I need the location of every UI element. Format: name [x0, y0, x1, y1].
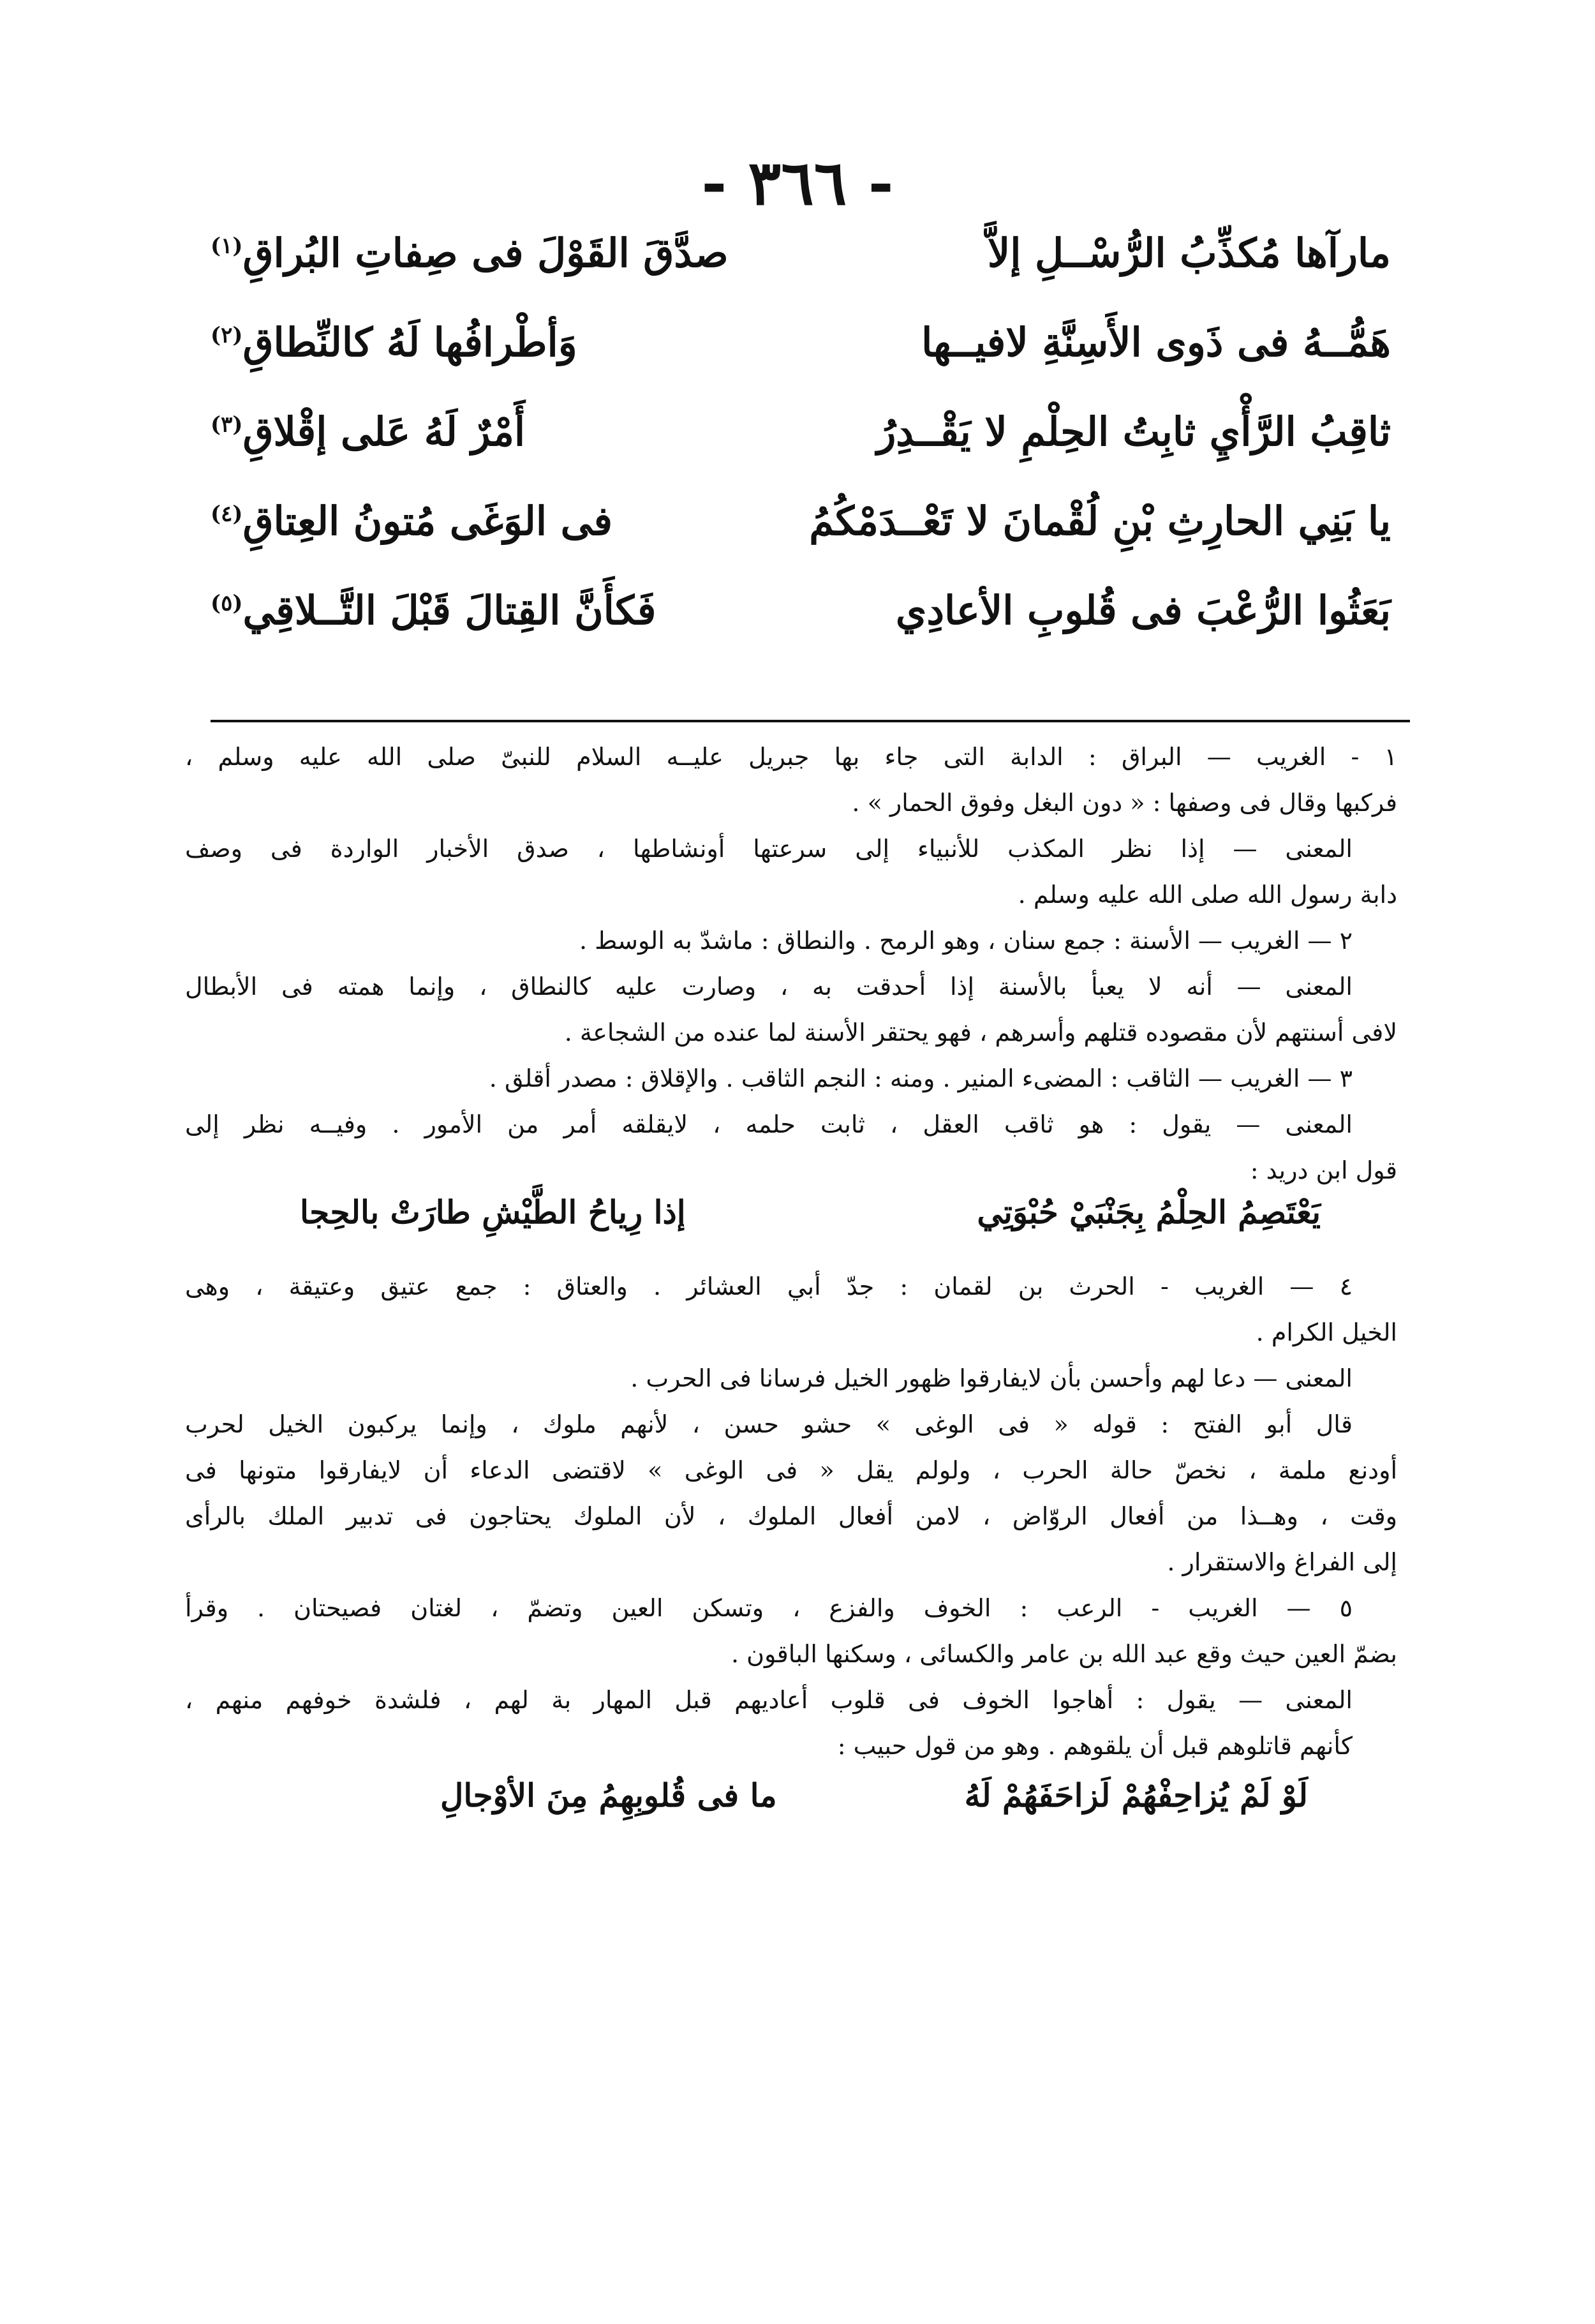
- footnote-line: لافى أسنتهم لأن مقصوده قتلهم وأسرهم ، فهو يحتقر الأسنة لما عنده من الشجاعة .: [564, 1018, 1397, 1047]
- verse-second-hemistich-wrap: [211, 587, 656, 634]
- verse-first-hemistich: مارآها مُكذِّبُ الرُّسْــلِ إلاَّ: [987, 230, 1391, 276]
- quoted-verse-first-hemistich: يَعْتَصِمُ الحِلْمُ بِجَنْبَيْ حُبْوَتِي: [977, 1193, 1321, 1231]
- footnotes-part-1: [185, 734, 1397, 1193]
- footnote-line: قول ابن دريد :: [1250, 1156, 1397, 1184]
- quoted-verse-second-hemistich: ما فى قُلوبِهِمُ مِنَ الأوْجالِ: [440, 1777, 777, 1814]
- footnote-line: أودنع ملمة ، نخصّ حالة الحرب ، ولولم يقل « فى الوغى » لاقتضى الدعاء أن لايفارقوا متونها فى: [185, 1456, 1397, 1484]
- footnote-line: الخيل الكرام .: [1256, 1318, 1397, 1346]
- verse-line: [211, 498, 1391, 587]
- verse-second-hemistich: صدَّقَ القَوْلَ فى صِفاتِ البُراقِ: [242, 230, 729, 276]
- verse-second-hemistich-wrap: [211, 408, 525, 455]
- verse-first-hemistich: ثاقِبُ الرَّأْيِ ثابِتُ الحِلْمِ لا يَقْــدِرُ: [877, 408, 1391, 455]
- footnotes-part-2: [185, 1263, 1397, 1769]
- footnote-reference: (٤): [211, 501, 243, 527]
- verse-second-hemistich: أَمْرٌ لَهُ عَلى إقْلاقِ: [242, 408, 526, 455]
- footnote-reference: (٢): [211, 322, 243, 348]
- footnote-reference: (٣): [211, 412, 243, 438]
- verse-first-hemistich: هَمُّــهُ فى ذَوى الأَسِنَّةِ لافيــها: [921, 319, 1391, 366]
- verse-second-hemistich-wrap: [211, 498, 612, 544]
- footnote-line: ٤ — الغريب - الحرث بن لقمان : جدّ أبي العشائر . والعتاق : جمع عتيق وعتيقة ، وهى: [185, 1272, 1353, 1300]
- verse-first-hemistich: يا بَنِي الحارِثِ بْنِ لُقْمانَ لا تَعْــدَمْكُمُ: [809, 498, 1391, 544]
- footnote-divider: [211, 720, 1410, 722]
- footnote-line: المعنى — يقول : أهاجوا الخوف فى قلوب أعاديهم قبل المهار بة لهم ، فلشدة خوفهم منهم ،: [185, 1686, 1353, 1714]
- footnote-line: قال أبو الفتح : قوله « فى الوغى » حشو حسن ، لأنهم ملوك ، وإنما يركبون الخيل لحرب: [185, 1410, 1353, 1438]
- footnote-line: بضمّ العين حيث وقع عبد الله بن عامر والكسائى ، وسكنها الباقون .: [731, 1640, 1397, 1668]
- footnote-line: المعنى — يقول : هو ثاقب العقل ، ثابت حلمه ، لايقلقه أمر من الأمور . وفيــه نظر إلى: [185, 1110, 1353, 1138]
- verse-second-hemistich: فى الوَغَى مُتونُ العِتاقِ: [242, 498, 612, 544]
- verse-line: [211, 230, 1391, 319]
- footnotes: [185, 734, 1397, 1847]
- verse-second-hemistich-wrap: [211, 319, 577, 366]
- quoted-verse-habib: [185, 1777, 1397, 1847]
- footnote-line: المعنى — أنه لا يعبأ بالأسنة إذا أحدقت به ، وصارت عليه كالنطاق ، وإنما همته فى الأبطال: [185, 972, 1353, 1001]
- quoted-verse-ibn-durayd: [185, 1193, 1397, 1263]
- quoted-verse-second-hemistich: إذا رِياحُ الطَّيْشِ طارَتْ بالحِجا: [300, 1193, 686, 1231]
- footnote-line: دابة رسول الله صلى الله عليه وسلم .: [1018, 881, 1397, 909]
- footnote-line: كأنهم قاتلوهم قبل أن يلقوهم . وهو من قول حبيب :: [837, 1732, 1353, 1760]
- poem-verses: [211, 230, 1391, 676]
- verse-line: [211, 319, 1391, 408]
- quoted-verse-first-hemistich: لَوْ لَمْ يُزاحِفْهُمْ لَزاحَفَهُمْ لَهُ: [964, 1777, 1308, 1814]
- footnote-line: فركبها وقال فى وصفها : « دون البغل وفوق الحمار » .: [852, 789, 1397, 817]
- footnote-line: المعنى — إذا نظر المكذب للأنبياء إلى سرعتها أونشاطها ، صدق الأخبار الواردة فى وصف: [185, 835, 1353, 863]
- footnote-line: المعنى — دعا لهم وأحسن بأن لايفارقوا ظهور الخيل فرسانا فى الحرب .: [630, 1364, 1353, 1392]
- verse-second-hemistich: وَأطْرافُها لَهُ كالنِّطاقِ: [242, 319, 577, 366]
- footnote-line: ١ - الغريب — البراق : الدابة التى جاء بها جبريل عليــه السلام للنبىّ صلى الله عليه وسلم ،: [185, 743, 1397, 771]
- footnote-line: وقت ، وهــذا من أفعال الروّاض ، لامن أفعال الملوك ، لأن الملوك يحتاجون فى تدبير الملك بالرأى: [185, 1502, 1397, 1530]
- page-number: - ٣٦٦ -: [701, 147, 894, 219]
- footnote-reference: (١): [211, 233, 243, 259]
- verse-first-hemistich: بَعَثُوا الرُّعْبَ فى قُلوبِ الأعادِي: [895, 587, 1391, 634]
- footnote-reference: (٥): [211, 590, 243, 616]
- footnote-line: ٥ — الغريب - الرعب : الخوف والفزع ، وتسكن العين وتضمّ ، لغتان فصيحتان . وقرأ: [185, 1594, 1353, 1622]
- footnote-line: ٢ — الغريب — الأسنة : جمع سنان ، وهو الرمح . والنطاق : ماشدّ به الوسط .: [579, 927, 1353, 955]
- verse-line: [211, 587, 1391, 676]
- verse-second-hemistich: فَكأَنَّ القِتالَ قَبْلَ التَّــلاقِي: [242, 587, 657, 634]
- verse-line: [211, 408, 1391, 498]
- footnote-line: ٣ — الغريب — الثاقب : المضىء المنير . ومنه : النجم الثاقب . والإقلاق : مصدر أقلق .: [489, 1064, 1353, 1092]
- verse-second-hemistich-wrap: [211, 230, 729, 276]
- footnote-line: إلى الفراغ والاستقرار .: [1167, 1548, 1397, 1576]
